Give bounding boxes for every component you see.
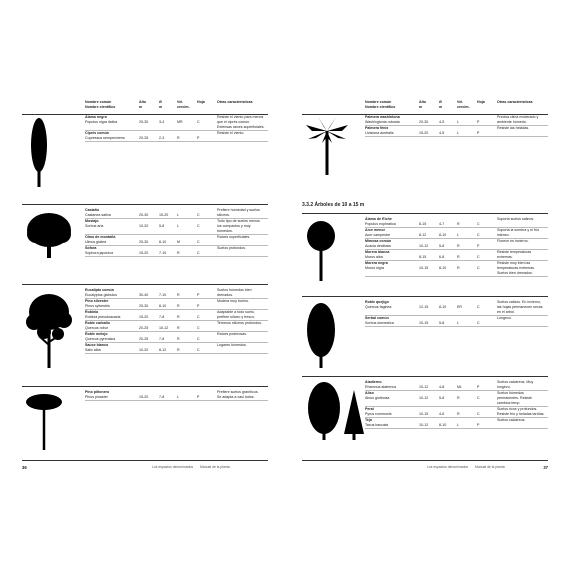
common-name: Roble quejigo	[365, 300, 389, 304]
footer-subtitle: Manual de la planta	[475, 465, 505, 469]
height-value: 20-25	[139, 337, 149, 341]
section-rule	[302, 376, 548, 377]
common-name: Aladierno	[365, 380, 382, 384]
height-value: 15-20	[139, 395, 149, 399]
growth-value: ML	[457, 385, 462, 389]
growth-value: R	[457, 244, 460, 248]
column-header: Alto	[139, 100, 146, 104]
bottom-rule	[302, 460, 548, 461]
growth-value: R	[457, 222, 460, 226]
diameter-value: 3-4	[159, 120, 165, 124]
scientific-name: Sophora japonica	[85, 251, 113, 255]
growth-value: L	[457, 321, 459, 325]
leaf-value: C	[197, 315, 200, 319]
growth-value: R	[457, 412, 460, 416]
diameter-value: 4-6	[439, 412, 445, 416]
diameter-value: 7-8	[159, 337, 165, 341]
page-number: 36	[22, 465, 27, 470]
note-line: Raíces poderosas.	[217, 332, 247, 336]
diameter-value: 8-10	[439, 233, 447, 237]
row-rule	[365, 276, 548, 277]
scientific-name: Morus nigra	[365, 266, 384, 270]
dense-oval-tree-silhouette	[304, 302, 338, 373]
note-line: ambiente húmedo.	[497, 120, 527, 124]
bottom-rule	[22, 460, 268, 461]
scientific-name: Populus euphratica	[365, 222, 396, 226]
diameter-value: 8-12	[159, 348, 167, 352]
diameter-value: 7-10	[159, 293, 167, 297]
note-line: Extensas raíces superficiales.	[217, 125, 265, 129]
common-name: Aliso	[365, 391, 374, 395]
scientific-name: Taxus baccata	[365, 423, 388, 427]
note-line: en el árbol.	[497, 310, 515, 314]
height-value: 10-20	[139, 224, 149, 228]
growth-value: L	[177, 224, 179, 228]
broad-round-tree-silhouette	[24, 210, 74, 265]
growth-value: L	[457, 131, 459, 135]
common-name: Morera negra	[365, 261, 388, 265]
leaf-value: C	[477, 412, 480, 416]
irregular-crown-tree-silhouette	[24, 290, 74, 375]
common-name: Serbal común	[365, 316, 389, 320]
note-line: Suelos húmedos bien	[217, 288, 252, 292]
row-rule	[365, 428, 548, 429]
growth-value: R	[177, 337, 180, 341]
common-name: Roble carballo	[85, 321, 110, 325]
row-rule	[85, 353, 268, 354]
palm-tree-silhouette	[304, 117, 350, 182]
growth-value: R	[177, 348, 180, 352]
column-header-sub: Nombre científico	[85, 105, 116, 109]
diameter-value: 5-8	[439, 244, 445, 248]
growth-value: MR	[177, 120, 183, 124]
height-value: 8-12	[419, 233, 427, 237]
column-header-sub: m	[419, 105, 423, 109]
scientific-name: Sorbus domestica	[365, 321, 394, 325]
height-value: 25-30	[139, 304, 149, 308]
columnar-cypress-silhouette	[24, 117, 54, 192]
tree-group-silhouette	[304, 382, 374, 447]
scientific-name: Acacia dealbata	[365, 244, 391, 248]
column-header: Nombre común	[85, 100, 112, 104]
leaf-value: P	[477, 120, 480, 124]
note-line: Raíces superficiales.	[217, 235, 251, 239]
oval-crown-tree-silhouette	[304, 219, 338, 288]
note-line: los compactos y muy	[217, 224, 251, 228]
note-line: Prefiere humedad y suelos	[217, 208, 260, 212]
row-rule	[85, 400, 268, 401]
column-header: Otras características	[217, 100, 253, 104]
common-name: Morera blanca	[365, 250, 390, 254]
column-header: Ø	[159, 100, 162, 104]
diameter-value: 8-10	[439, 305, 447, 309]
row-rule	[365, 136, 548, 137]
note-line: Suelos ricos y profundos.	[497, 407, 538, 411]
common-name: Robinia	[85, 310, 99, 314]
note-line: Soporta suelos salinos.	[497, 217, 535, 221]
leaf-value: C	[477, 305, 480, 309]
common-name: Palmera washintona	[365, 115, 400, 119]
common-name: Castaño	[85, 208, 100, 212]
column-header-sub: crecim.	[177, 105, 190, 109]
section-rule	[22, 386, 268, 387]
height-value: 15-20	[419, 131, 429, 135]
scientific-name: Pinus pinaster	[85, 395, 108, 399]
scientific-name: Robinia pseudoacacia	[85, 315, 121, 319]
note-line: Resiste las heladas.	[497, 126, 530, 130]
diameter-value: 8-10	[439, 423, 447, 427]
scientific-name: Eucalyptus globulus	[85, 293, 117, 297]
diameter-value: 8-10	[439, 266, 447, 270]
growth-value: L	[457, 233, 459, 237]
height-value: 25-30	[139, 240, 149, 244]
height-value: 8-15	[419, 255, 427, 259]
diameter-value: 4-5	[439, 131, 445, 135]
leaf-value: C	[197, 348, 200, 352]
growth-value: R	[177, 251, 180, 255]
note-line: Suelos bien drenados.	[497, 271, 533, 275]
scientific-name: Livistona australis	[365, 131, 394, 135]
height-value: 10-12	[419, 244, 429, 248]
column-header-sub: crecim.	[457, 105, 470, 109]
leaf-value: C	[197, 120, 200, 124]
height-value: 15-20	[139, 315, 149, 319]
leaf-value: P	[197, 395, 200, 399]
scientific-name: Alnus glutinosa	[365, 396, 390, 400]
leaf-value: C	[477, 222, 480, 226]
note-line: extremas.	[497, 255, 513, 259]
common-name: Peral	[365, 407, 374, 411]
section-rule	[302, 296, 548, 297]
growth-value: R	[457, 396, 460, 400]
column-header-sub: m	[159, 105, 163, 109]
height-value: 15-20	[139, 251, 149, 255]
section-rule	[22, 284, 268, 285]
leaf-value: P	[197, 293, 200, 297]
height-value: 30-40	[139, 293, 149, 297]
leaf-value: C	[477, 266, 480, 270]
footer-title: Los espacios denominados	[427, 465, 469, 469]
diameter-value: 4-8	[439, 385, 445, 389]
growth-value: M	[177, 240, 180, 244]
column-header: Nombre común	[365, 100, 392, 104]
scientific-name: Acer campestre	[365, 233, 391, 237]
note-line: Suelos calcáreos.	[497, 418, 526, 422]
note-line: Prefiere suelos graníticos.	[217, 390, 259, 394]
note-line: Modera muy bueno.	[217, 299, 249, 303]
height-value: 8-15	[419, 222, 427, 226]
note-line: Lugares húmedos.	[217, 343, 247, 347]
scientific-name: Populus nigra italica	[85, 120, 118, 124]
diameter-value: 10-12	[159, 326, 169, 330]
note-line: Precisa clima moderado y	[497, 115, 539, 119]
growth-value: L	[457, 120, 459, 124]
leaf-value: C	[477, 233, 480, 237]
section-rule	[302, 213, 548, 214]
leaf-value: P	[197, 304, 200, 308]
note-line: prefiere silíceo y fresco.	[217, 315, 255, 319]
scientific-name: Washingtonia robusta	[365, 120, 400, 124]
height-value: 20-30	[419, 120, 429, 124]
height-value: 10-15	[419, 321, 429, 325]
column-header: Hoja	[197, 100, 205, 104]
leaf-value: P	[477, 423, 480, 427]
note-line: silíceos.	[217, 213, 230, 217]
diameter-value: 6-8	[439, 255, 445, 259]
height-value: 10-15	[419, 266, 429, 270]
note-line: Resiste temperaturas	[497, 250, 532, 254]
left-page	[22, 100, 268, 480]
scientific-name: Pinus sylvestris	[85, 304, 110, 308]
column-header: Vel.	[457, 100, 464, 104]
height-value: 10-15	[419, 412, 429, 416]
common-name: Pino silvestre	[85, 299, 109, 303]
section-rule	[22, 204, 268, 205]
height-value: 10-12	[419, 385, 429, 389]
leaf-value: C	[197, 240, 200, 244]
note-line: temperaturas extremas.	[497, 266, 535, 270]
common-name: Sauce blanco	[85, 343, 109, 347]
common-name: Álamo de Elche	[365, 217, 392, 221]
page-number: 37	[543, 465, 548, 470]
growth-value: R	[177, 293, 180, 297]
note-line: Resiste el viento.	[217, 131, 245, 135]
common-name: Ciprés común	[85, 131, 109, 135]
leaf-value: P	[197, 136, 200, 140]
diameter-value: 5-8	[159, 224, 165, 228]
leaf-value: C	[197, 326, 200, 330]
growth-value: R	[177, 136, 180, 140]
note-line: las hojas permanecen secas	[497, 305, 543, 309]
diameter-value: 7-8	[159, 395, 165, 399]
scientific-name: Quercus faginea	[365, 305, 392, 309]
common-name: Mostajo	[85, 219, 99, 223]
growth-value: L	[177, 395, 179, 399]
umbrella-pine-silhouette	[24, 392, 64, 457]
column-header: Vel.	[177, 100, 184, 104]
column-header-sub: m	[139, 105, 143, 109]
common-name: Roble melojo	[85, 332, 108, 336]
note-line: Soporta la sombra y el frío	[497, 228, 540, 232]
footer-subtitle: Manual de la planta	[200, 465, 230, 469]
scientific-name: Morus alba	[365, 255, 383, 259]
note-line: Adaptable a todo suelo,	[217, 310, 255, 314]
note-line: permanentes. Resiste	[497, 396, 532, 400]
leaf-value: C	[477, 255, 480, 259]
common-name: Arce menor	[365, 228, 385, 232]
growth-value: ER	[457, 305, 462, 309]
row-rule	[365, 315, 548, 316]
note-line: Suelos húmedos	[497, 391, 524, 395]
diameter-value: 4-7	[439, 222, 445, 226]
common-name: Álamo negro	[85, 115, 107, 119]
leaf-value: C	[197, 213, 200, 217]
leaf-value: C	[477, 396, 480, 400]
leaf-value: P	[477, 385, 480, 389]
scientific-name: Ulmus glabra	[85, 240, 107, 244]
note-line: Longevo.	[497, 316, 512, 320]
scientific-name: Quercus pyrenaica	[85, 337, 116, 341]
height-value: 10-20	[139, 348, 149, 352]
note-line: Resiste el viento para menos	[217, 115, 264, 119]
note-line: Resiste frío y heladas tardías.	[497, 412, 545, 416]
note-line: Todo tipo de suelos menos	[217, 219, 260, 223]
diameter-value: 4-5	[439, 120, 445, 124]
height-value: 10-12	[419, 423, 429, 427]
leaf-value: C	[477, 321, 480, 325]
scientific-name: Castanea sativa	[85, 213, 111, 217]
scientific-name: Pyrus communis	[365, 412, 392, 416]
note-line: Se adapta a casi todos.	[217, 395, 255, 399]
growth-value: L	[457, 423, 459, 427]
column-header: Ø	[439, 100, 442, 104]
common-name: Mimosa común	[365, 239, 392, 243]
column-header: Alto	[419, 100, 426, 104]
scientific-name: Salix alba	[85, 348, 101, 352]
diameter-value: 7-10	[159, 251, 167, 255]
note-line: Resiste muy bien las	[497, 261, 531, 265]
note-line: intenso.	[497, 233, 510, 237]
diameter-value: 8-10	[159, 304, 167, 308]
footer-title: Los espacios denominados	[152, 465, 194, 469]
leaf-value: C	[197, 251, 200, 255]
height-value: 12-15	[419, 305, 429, 309]
note-line: longevo.	[497, 385, 511, 389]
column-header: Hoja	[477, 100, 485, 104]
diameter-value: 5-8	[439, 321, 445, 325]
right-page	[302, 100, 548, 480]
height-value: 20-30	[139, 213, 149, 217]
column-header-sub: m	[439, 105, 443, 109]
note-line: que el ciprés común.	[217, 120, 251, 124]
column-header: Otras características	[497, 100, 533, 104]
diameter-value: 15-20	[159, 213, 169, 217]
common-name: Tejo	[365, 418, 373, 422]
row-rule	[85, 256, 268, 257]
height-value: 20-25	[139, 326, 149, 330]
note-line: Florece en invierno.	[497, 239, 529, 243]
note-line: Suelos profundos.	[217, 246, 246, 250]
scientific-name: Cupressus sempervirens	[85, 136, 125, 140]
section-subheading: 3.3.2 Árboles de 10 a 15 m	[302, 202, 365, 208]
common-name: Palmera fénix	[365, 126, 389, 130]
growth-value: R	[177, 326, 180, 330]
note-line: drenados.	[217, 293, 233, 297]
leaf-value: P	[477, 131, 480, 135]
common-name: Sófora	[85, 246, 97, 250]
height-value: 20-25	[139, 136, 149, 140]
diameter-value: 8-10	[159, 240, 167, 244]
scientific-name: Quercus robur	[85, 326, 108, 330]
growth-value: R	[177, 304, 180, 308]
diameter-value: 2-3	[159, 136, 165, 140]
note-line: Terrenos silíceos profundos.	[217, 321, 262, 325]
common-name: Eucalipto común	[85, 288, 114, 292]
note-line: húmedos.	[217, 229, 233, 233]
scientific-name: Rhamnus alaternus	[365, 385, 397, 389]
note-line: Suelos calizos. En invierno,	[497, 300, 541, 304]
leaf-value: C	[197, 337, 200, 341]
leaf-value: P	[477, 244, 480, 248]
height-value: 25-30	[139, 120, 149, 124]
growth-value: L	[177, 213, 179, 217]
row-rule	[85, 141, 268, 142]
row-rule	[365, 326, 548, 327]
growth-value: R	[177, 315, 180, 319]
height-value: 10-12	[419, 396, 429, 400]
diameter-value: 5-8	[439, 396, 445, 400]
growth-value: R	[457, 266, 460, 270]
note-line: Suelos calcáreos. Muy	[497, 380, 534, 384]
growth-value: R	[457, 255, 460, 259]
common-name: Olmo de montaña	[85, 235, 116, 239]
leaf-value: C	[197, 224, 200, 228]
note-line: cambios temp.	[497, 401, 521, 405]
column-header-sub: Nombre científico	[365, 105, 396, 109]
common-name: Pino piñonero	[85, 390, 110, 394]
scientific-name: Sorbus aria	[85, 224, 104, 228]
diameter-value: 7-8	[159, 315, 165, 319]
